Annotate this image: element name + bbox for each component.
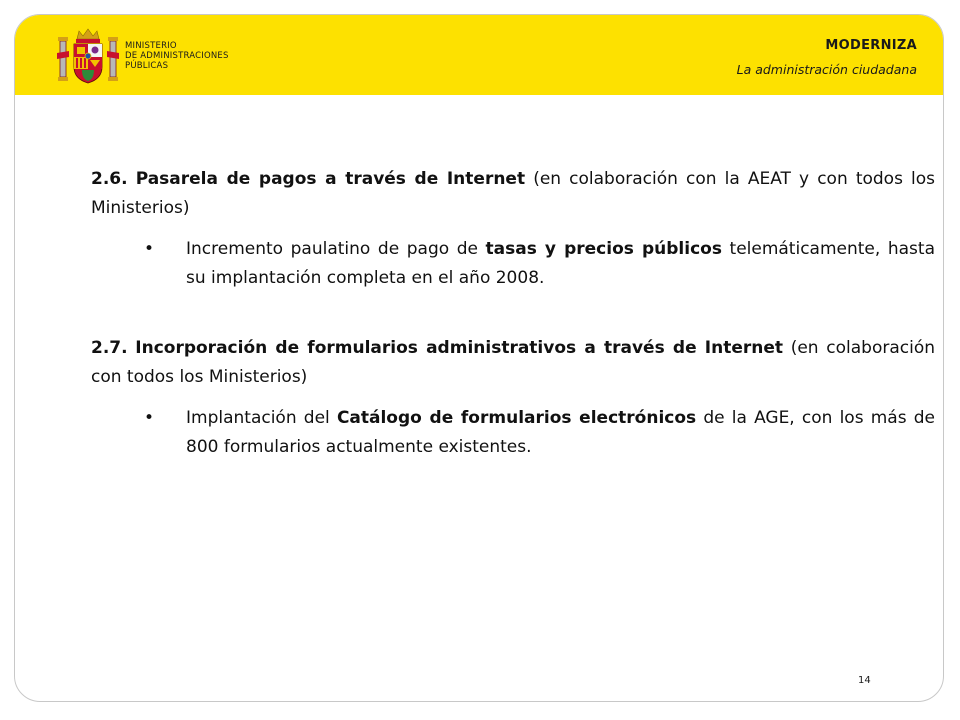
- bullet-icon: •: [144, 408, 155, 428]
- ministry-line-2: DE ADMINISTRACIONES: [125, 51, 229, 61]
- ministry-line-1: MINISTERIO: [125, 41, 177, 51]
- brand-title: MODERNIZA: [825, 38, 917, 53]
- bullet-text-before: Incremento paulatino de pago de: [186, 239, 486, 259]
- section-note: (en colaboración con la AEAT y con todos los Ministerios): [91, 169, 936, 218]
- bullet-text-after: de la AGE, con los más de 800 formularios actualmente existentes.: [186, 408, 935, 457]
- section-number: 2.7.: [91, 338, 128, 358]
- section-number: 2.6.: [91, 169, 128, 189]
- ministry-name: [125, 41, 229, 71]
- section-heading: [91, 334, 935, 392]
- brand: [737, 38, 917, 77]
- bullet-list: [91, 235, 935, 293]
- section-title: Pasarela de pagos a través de Internet: [135, 169, 526, 189]
- list-item: [91, 404, 935, 462]
- section-heading: [91, 165, 935, 223]
- brand-subtitle: La administración ciudadana: [736, 62, 917, 77]
- bullet-text-bold: tasas y precios públicos: [485, 239, 722, 259]
- ministry-logo: [57, 27, 229, 85]
- ministry-line-3: PÚBLICAS: [125, 61, 169, 71]
- slide: [14, 14, 944, 702]
- bullet-text-before: Implantación del: [186, 408, 337, 428]
- page-number: 14: [858, 675, 871, 686]
- bullet-icon: •: [144, 239, 155, 259]
- section-2-6: [91, 165, 935, 293]
- bullet-text-after: telemáticamente, hasta su implantación completa en el año 2008.: [186, 239, 935, 288]
- header-band: [15, 15, 943, 95]
- section-title: Incorporación de formularios administrativos a través de Internet: [135, 338, 784, 358]
- list-item: [91, 235, 935, 293]
- section-note: (en colaboración con todos los Ministerios): [91, 338, 935, 387]
- section-2-7: [91, 334, 935, 462]
- bullet-text-bold: Catálogo de formularios electrónicos: [336, 408, 697, 428]
- slide-content: [91, 165, 935, 462]
- coat-of-arms-icon: [57, 27, 119, 85]
- bullet-list: [91, 404, 935, 462]
